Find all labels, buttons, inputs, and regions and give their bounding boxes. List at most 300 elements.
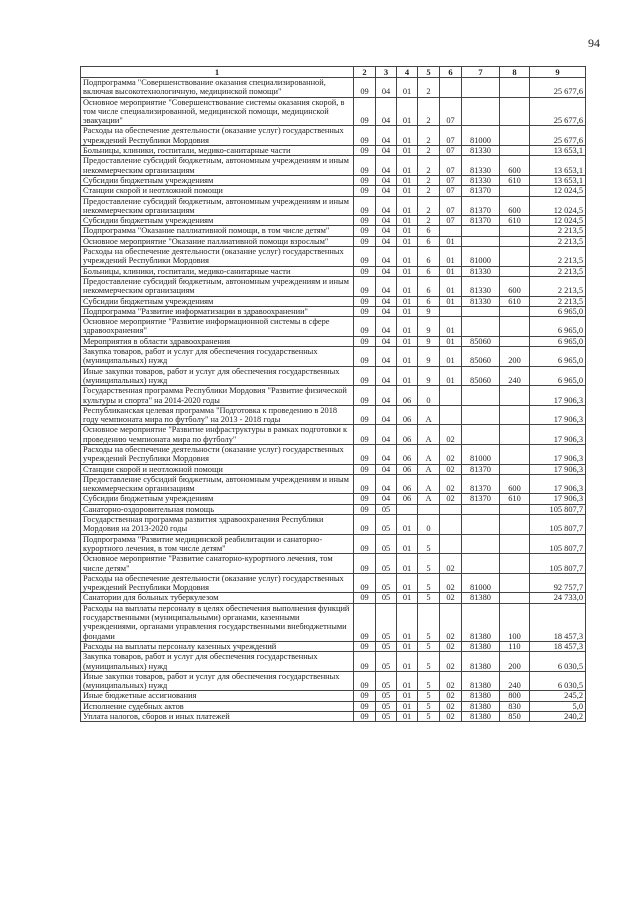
code-cell [462, 78, 500, 98]
code-cell: 01 [397, 226, 418, 236]
code-cell: 01 [397, 691, 418, 701]
code-cell [462, 226, 500, 236]
code-cell: 07 [440, 175, 462, 185]
code-cell: 01 [397, 573, 418, 593]
amount-cell: 6 030,5 [530, 652, 586, 672]
table-row [81, 652, 586, 672]
code-cell [462, 317, 500, 337]
code-cell: 02 [440, 573, 462, 593]
code-cell: 81380 [462, 652, 500, 672]
table-row [81, 603, 586, 641]
code-cell: 09 [354, 156, 376, 176]
amount-cell: 12 024,5 [530, 216, 586, 226]
code-cell: 01 [397, 515, 418, 535]
code-cell [500, 405, 530, 425]
code-cell: 5 [418, 573, 440, 593]
code-cell: А [418, 474, 440, 494]
amount-cell: 6 965,0 [530, 306, 586, 316]
amount-cell: 2 213,5 [530, 247, 586, 267]
row-name: Предоставление субсидий бюджетным, автономным учреждениям и иным некоммерческим организациям [81, 474, 354, 494]
code-cell: А [418, 494, 440, 504]
code-cell: 02 [440, 425, 462, 445]
row-name: Расходы на обеспечение деятельности (оказание услуг) государственных учреждений Республики Мордовия [81, 573, 354, 593]
code-cell: 85060 [462, 347, 500, 367]
column-header: 9 [530, 67, 586, 78]
code-cell: 6 [418, 247, 440, 267]
code-cell [500, 186, 530, 196]
code-cell [462, 554, 500, 574]
row-name: Предоставление субсидий бюджетным, автономным учреждениям и иным некоммерческим организациям [81, 196, 354, 216]
code-cell [500, 317, 530, 337]
amount-cell: 24 733,0 [530, 593, 586, 603]
row-name: Субсидии бюджетным учреждениям [81, 296, 354, 306]
code-cell: 01 [397, 641, 418, 651]
code-cell: 07 [440, 126, 462, 146]
code-cell: 09 [354, 641, 376, 651]
row-name: Подпрограмма "Развитие информатизации в здравоохранении" [81, 306, 354, 316]
code-cell: 09 [354, 186, 376, 196]
table-row [81, 386, 586, 406]
code-cell: 01 [397, 78, 418, 98]
table-row [81, 296, 586, 306]
code-cell: 04 [376, 474, 397, 494]
code-cell: 610 [500, 296, 530, 306]
code-cell: 2 [418, 216, 440, 226]
code-cell: 04 [376, 276, 397, 296]
code-cell: 81370 [462, 186, 500, 196]
code-cell: 81370 [462, 474, 500, 494]
code-cell [500, 336, 530, 346]
amount-cell: 17 906,3 [530, 464, 586, 474]
code-cell: 07 [440, 97, 462, 126]
code-cell: 09 [354, 712, 376, 722]
amount-cell: 18 457,3 [530, 603, 586, 641]
code-cell: 610 [500, 494, 530, 504]
code-cell: 9 [418, 336, 440, 346]
code-cell: 07 [440, 196, 462, 216]
code-cell: 06 [397, 494, 418, 504]
code-cell: 09 [354, 425, 376, 445]
code-cell: 01 [440, 317, 462, 337]
code-cell: 09 [354, 126, 376, 146]
code-cell: 01 [397, 534, 418, 554]
code-cell [462, 534, 500, 554]
amount-cell: 6 030,5 [530, 671, 586, 691]
code-cell: 6 [418, 236, 440, 246]
amount-cell: 6 965,0 [530, 347, 586, 367]
code-cell: 01 [397, 126, 418, 146]
code-cell: 06 [397, 444, 418, 464]
code-cell: 01 [397, 671, 418, 691]
code-cell: 6 [418, 276, 440, 296]
table-row [81, 196, 586, 216]
code-cell: 81330 [462, 296, 500, 306]
code-cell [440, 504, 462, 514]
code-cell: 01 [397, 247, 418, 267]
code-cell: 81380 [462, 593, 500, 603]
table-row [81, 317, 586, 337]
code-cell: 01 [440, 366, 462, 386]
code-cell [500, 247, 530, 267]
row-name: Санаторно-оздоровительная помощь [81, 504, 354, 514]
code-cell: 01 [440, 276, 462, 296]
row-name: Станции скорой и неотложной помощи [81, 464, 354, 474]
code-cell [462, 386, 500, 406]
code-cell [500, 226, 530, 236]
code-cell: 600 [500, 276, 530, 296]
code-cell [462, 306, 500, 316]
code-cell [500, 146, 530, 156]
code-cell: 04 [376, 146, 397, 156]
code-cell: 09 [354, 296, 376, 306]
code-cell: 2 [418, 186, 440, 196]
table-row [81, 712, 586, 722]
code-cell [500, 593, 530, 603]
code-cell: 04 [376, 186, 397, 196]
code-cell: А [418, 444, 440, 464]
code-cell: 05 [376, 534, 397, 554]
code-cell: 04 [376, 366, 397, 386]
table-row [81, 474, 586, 494]
code-cell: 09 [354, 691, 376, 701]
code-cell: 04 [376, 405, 397, 425]
amount-cell: 105 807,7 [530, 554, 586, 574]
table-row [81, 306, 586, 316]
code-cell: 01 [397, 296, 418, 306]
code-cell: 04 [376, 236, 397, 246]
amount-cell: 13 653,1 [530, 175, 586, 185]
code-cell: 5 [418, 603, 440, 641]
code-cell: 06 [397, 386, 418, 406]
row-name: Государственная программа Республики Мордовия "Развитие физической культуры и спорта" на 2014-2020 годы [81, 386, 354, 406]
code-cell: 2 [418, 196, 440, 216]
code-cell: 9 [418, 317, 440, 337]
code-cell: 600 [500, 474, 530, 494]
code-cell: 110 [500, 641, 530, 651]
amount-cell: 6 965,0 [530, 336, 586, 346]
code-cell: 09 [354, 216, 376, 226]
code-cell: 07 [440, 216, 462, 226]
amount-cell: 105 807,7 [530, 515, 586, 535]
amount-cell: 245,2 [530, 691, 586, 701]
code-cell: 01 [397, 712, 418, 722]
code-cell: 81000 [462, 126, 500, 146]
table-row [81, 366, 586, 386]
code-cell: 04 [376, 494, 397, 504]
table-row [81, 336, 586, 346]
code-cell: 04 [376, 266, 397, 276]
code-cell: 81330 [462, 156, 500, 176]
code-cell: 09 [354, 671, 376, 691]
code-cell: 01 [397, 336, 418, 346]
code-cell: 0 [418, 386, 440, 406]
code-cell: 01 [440, 336, 462, 346]
budget-table [80, 66, 586, 722]
code-cell: 05 [376, 603, 397, 641]
table-row [81, 186, 586, 196]
code-cell: 830 [500, 701, 530, 711]
code-cell: 02 [440, 701, 462, 711]
code-cell: 09 [354, 366, 376, 386]
code-cell: 01 [397, 306, 418, 316]
code-cell: 09 [354, 504, 376, 514]
code-cell: 02 [440, 652, 462, 672]
row-name: Закупка товаров, работ и услуг для обеспечения государственных (муниципальных) нужд [81, 347, 354, 367]
code-cell: 81330 [462, 175, 500, 185]
column-header: 6 [440, 67, 462, 78]
code-cell [440, 405, 462, 425]
code-cell: 09 [354, 494, 376, 504]
table-row [81, 464, 586, 474]
row-name: Основное мероприятие "Оказание паллиативной помощи взрослым" [81, 236, 354, 246]
table-row [81, 573, 586, 593]
code-cell [418, 504, 440, 514]
code-cell [462, 405, 500, 425]
code-cell: 01 [440, 247, 462, 267]
code-cell: 05 [376, 671, 397, 691]
code-cell: 01 [397, 366, 418, 386]
table-row [81, 236, 586, 246]
amount-cell: 6 965,0 [530, 317, 586, 337]
code-cell: 09 [354, 701, 376, 711]
row-name: Основное мероприятие "Развитие инфраструктуры в рамках подготовки к проведению чемпионата мира по футболу" [81, 425, 354, 445]
row-name: Предоставление субсидий бюджетным, автономным учреждениям и иным некоммерческим организациям [81, 156, 354, 176]
code-cell [500, 444, 530, 464]
amount-cell: 105 807,7 [530, 504, 586, 514]
code-cell: 200 [500, 652, 530, 672]
code-cell: 06 [397, 405, 418, 425]
code-cell: 09 [354, 317, 376, 337]
code-cell: 05 [376, 504, 397, 514]
row-name: Иные закупки товаров, работ и услуг для обеспечения государственных (муниципальных) нужд [81, 671, 354, 691]
row-name: Субсидии бюджетным учреждениям [81, 175, 354, 185]
row-name: Закупка товаров, работ и услуг для обеспечения государственных (муниципальных) нужд [81, 652, 354, 672]
code-cell: 05 [376, 701, 397, 711]
code-cell: 5 [418, 691, 440, 701]
table-body [81, 78, 586, 722]
row-name: Основное мероприятие "Совершенствование системы оказания скорой, в том числе специализированной, медицинской помощи, медицинской эвакуации" [81, 97, 354, 126]
code-cell: 02 [440, 671, 462, 691]
amount-cell: 18 457,3 [530, 641, 586, 651]
row-name: Субсидии бюджетным учреждениям [81, 494, 354, 504]
code-cell: 9 [418, 366, 440, 386]
row-name: Основное мероприятие "Развитие информационной системы в сфере здравоохранения" [81, 317, 354, 337]
amount-cell: 17 906,3 [530, 474, 586, 494]
code-cell: 07 [440, 156, 462, 176]
code-cell: 04 [376, 317, 397, 337]
code-cell: 85060 [462, 366, 500, 386]
code-cell: 240 [500, 671, 530, 691]
amount-cell: 2 213,5 [530, 266, 586, 276]
code-cell: 04 [376, 78, 397, 98]
code-cell: 02 [440, 554, 462, 574]
code-cell: 2 [418, 97, 440, 126]
code-cell: 09 [354, 266, 376, 276]
code-cell: 81370 [462, 494, 500, 504]
amount-cell: 2 213,5 [530, 276, 586, 296]
code-cell: 5 [418, 534, 440, 554]
code-cell: 5 [418, 712, 440, 722]
code-cell: 81330 [462, 276, 500, 296]
code-cell [500, 554, 530, 574]
code-cell: 85060 [462, 336, 500, 346]
code-cell [500, 97, 530, 126]
code-cell: 09 [354, 236, 376, 246]
code-cell: 09 [354, 336, 376, 346]
row-name: Подпрограмма "Развитие медицинской реабилитации и санаторно-курортного лечения, в том числе детям" [81, 534, 354, 554]
code-cell: 01 [440, 236, 462, 246]
code-cell: 6 [418, 266, 440, 276]
amount-cell: 25 677,6 [530, 97, 586, 126]
code-cell: 01 [397, 196, 418, 216]
code-cell: 05 [376, 573, 397, 593]
code-cell: 81330 [462, 266, 500, 276]
code-cell [500, 534, 530, 554]
amount-cell: 5,0 [530, 701, 586, 711]
code-cell [440, 78, 462, 98]
row-name: Иные закупки товаров, работ и услуг для обеспечения государственных (муниципальных) нужд [81, 366, 354, 386]
code-cell: 04 [376, 126, 397, 146]
table-row [81, 691, 586, 701]
code-cell: 81000 [462, 247, 500, 267]
table-row [81, 226, 586, 236]
table-row [81, 494, 586, 504]
code-cell: 2 [418, 156, 440, 176]
code-cell: 05 [376, 554, 397, 574]
table-row [81, 534, 586, 554]
code-cell: 05 [376, 515, 397, 535]
table-row [81, 554, 586, 574]
code-cell: 5 [418, 701, 440, 711]
code-cell: 01 [397, 276, 418, 296]
column-header: 5 [418, 67, 440, 78]
code-cell: 01 [397, 175, 418, 185]
column-header: 8 [500, 67, 530, 78]
code-cell: 09 [354, 534, 376, 554]
code-cell: 04 [376, 336, 397, 346]
code-cell: 01 [397, 593, 418, 603]
code-cell: 240 [500, 366, 530, 386]
table-row [81, 425, 586, 445]
code-cell: 09 [354, 276, 376, 296]
code-cell: 610 [500, 216, 530, 226]
table-row [81, 347, 586, 367]
column-header: 4 [397, 67, 418, 78]
code-cell: 6 [418, 226, 440, 236]
code-cell: 02 [440, 464, 462, 474]
page-number: 94 [588, 36, 600, 50]
code-cell: 04 [376, 226, 397, 236]
code-cell: 01 [397, 216, 418, 226]
code-cell [440, 386, 462, 406]
row-name: Расходы на выплаты персоналу в целях обеспечения выполнения функций государственными (муниципальными) органами, казенными учреждениями, органами управления государственными внебюджетными фондами [81, 603, 354, 641]
code-cell: 9 [418, 347, 440, 367]
amount-cell: 17 906,3 [530, 494, 586, 504]
code-cell [500, 386, 530, 406]
code-cell: 5 [418, 641, 440, 651]
code-cell: 09 [354, 593, 376, 603]
table-header [81, 67, 586, 78]
code-cell: 01 [440, 266, 462, 276]
code-cell: 2 [418, 146, 440, 156]
row-name: Станции скорой и неотложной помощи [81, 186, 354, 196]
code-cell: 850 [500, 712, 530, 722]
code-cell [462, 97, 500, 126]
code-cell: 04 [376, 175, 397, 185]
amount-cell: 2 213,5 [530, 296, 586, 306]
table-row [81, 504, 586, 514]
row-name: Предоставление субсидий бюджетным, автономным учреждениям и иным некоммерческим организациям [81, 276, 354, 296]
row-name: Расходы на обеспечение деятельности (оказание услуг) государственных учреждений Республики Мордовия [81, 247, 354, 267]
code-cell [462, 425, 500, 445]
code-cell: 02 [440, 593, 462, 603]
table-row [81, 78, 586, 98]
code-cell: 04 [376, 97, 397, 126]
code-cell: 09 [354, 474, 376, 494]
amount-cell: 12 024,5 [530, 196, 586, 216]
amount-cell: 17 906,3 [530, 386, 586, 406]
code-cell: 01 [397, 146, 418, 156]
code-cell: 04 [376, 347, 397, 367]
code-cell: 2 [418, 78, 440, 98]
code-cell: 5 [418, 593, 440, 603]
code-cell: 6 [418, 296, 440, 306]
row-name: Основное мероприятие "Развитие санаторно-курортного лечения, том числе детям" [81, 554, 354, 574]
table-row [81, 97, 586, 126]
column-header: 2 [354, 67, 376, 78]
code-cell: 04 [376, 444, 397, 464]
row-name: Мероприятия в области здравоохранения [81, 336, 354, 346]
code-cell: 04 [376, 306, 397, 316]
amount-cell: 92 757,7 [530, 573, 586, 593]
amount-cell: 240,2 [530, 712, 586, 722]
code-cell: 02 [440, 494, 462, 504]
code-cell: 5 [418, 671, 440, 691]
code-cell: 09 [354, 97, 376, 126]
amount-cell: 12 024,5 [530, 186, 586, 196]
code-cell [500, 266, 530, 276]
amount-cell: 13 653,1 [530, 156, 586, 176]
code-cell: 09 [354, 464, 376, 474]
amount-cell: 2 213,5 [530, 226, 586, 236]
code-cell: 5 [418, 652, 440, 672]
code-cell: 09 [354, 554, 376, 574]
column-header: 3 [376, 67, 397, 78]
code-cell: 01 [440, 296, 462, 306]
code-cell: 04 [376, 386, 397, 406]
table-row [81, 247, 586, 267]
code-cell: 01 [397, 186, 418, 196]
code-cell: 09 [354, 78, 376, 98]
header-row [81, 67, 586, 78]
code-cell: 01 [397, 97, 418, 126]
code-cell: 81380 [462, 712, 500, 722]
code-cell [462, 515, 500, 535]
code-cell: 05 [376, 712, 397, 722]
code-cell: 09 [354, 444, 376, 464]
amount-cell: 17 906,3 [530, 425, 586, 445]
code-cell [500, 515, 530, 535]
table-row [81, 175, 586, 185]
code-cell: 09 [354, 196, 376, 216]
row-name: Субсидии бюджетным учреждениям [81, 216, 354, 226]
row-name: Санатории для больных туберкулезом [81, 593, 354, 603]
amount-cell: 6 965,0 [530, 366, 586, 386]
code-cell: 09 [354, 573, 376, 593]
code-cell: 81380 [462, 701, 500, 711]
amount-cell: 25 677,6 [530, 78, 586, 98]
code-cell: 09 [354, 652, 376, 672]
